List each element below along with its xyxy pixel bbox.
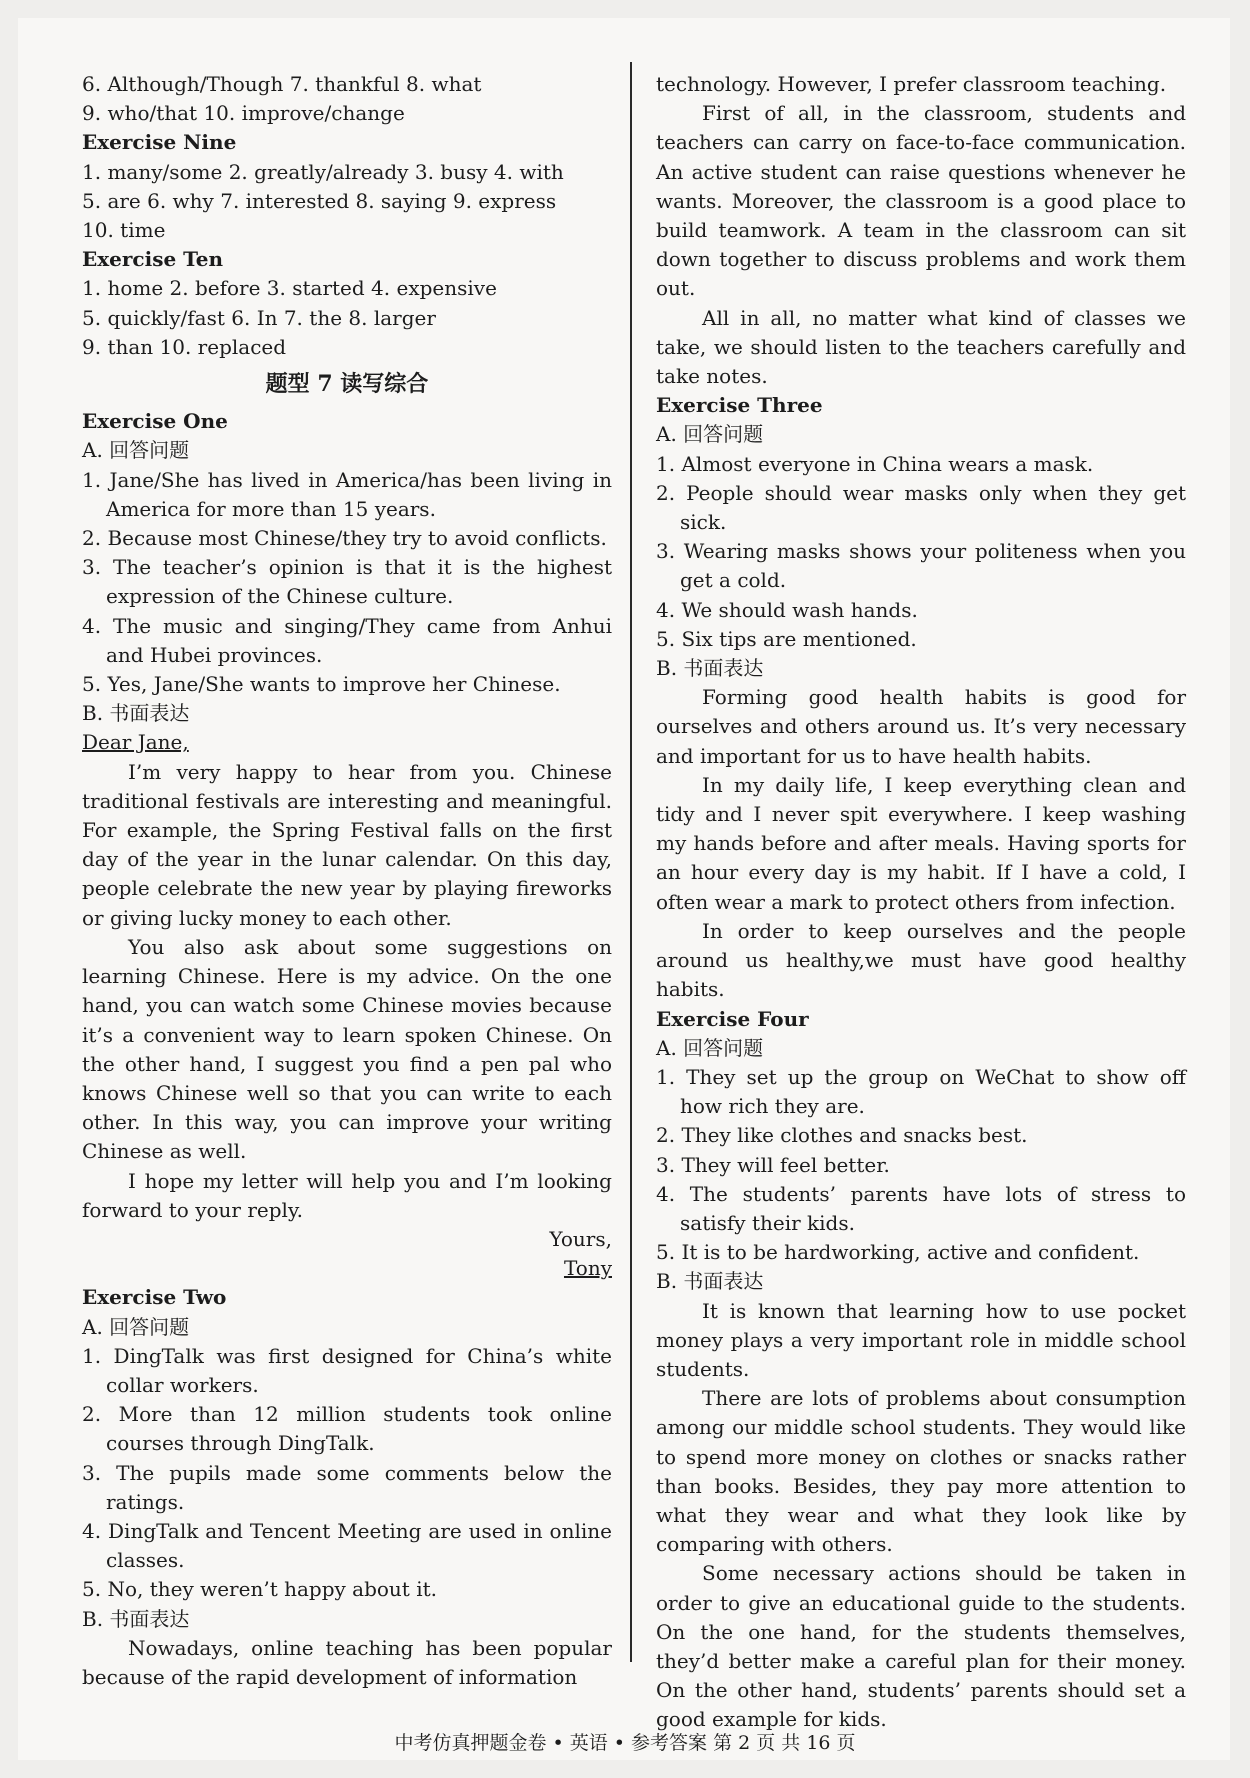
essay-paragraph: It is known that learning how to use pocket money plays a very important role in middle school students. — [656, 1298, 1186, 1381]
answer-item: 2. More than 12 million students took online courses through DingTalk. — [82, 1402, 612, 1456]
answer-item: 3. The teacher’s opinion is that it is the highest expression of the Chinese culture. — [82, 555, 612, 609]
answer-item: 1. Almost everyone in China wears a mask. — [656, 451, 1094, 476]
exercise-four-title: Exercise Four — [656, 1006, 809, 1031]
answer-line: 6. Although/Though 7. thankful 8. what — [82, 72, 482, 96]
essay-paragraph: In order to keep ourselves and the people around us healthy,we must have good healthy habits. — [656, 918, 1186, 1002]
letter-paragraph: I’m very happy to hear from you. Chinese traditional festivals are interesting and meaningful. For example, the Spring Festival falls on the first day of the year in the lunar calendar. On this day, people celebrate the new year by playing fireworks or giving lucky money to each other. — [82, 759, 612, 930]
answer-item: 2. People should wear masks only when they get sick. — [656, 480, 1186, 535]
essay-paragraph: Forming good health habits is good for ourselves and others around us. It’s very necessary and important for us to have health habits. — [656, 685, 1186, 768]
subsection-b: B. 书面表达 — [656, 656, 764, 681]
answer-line: 1. home 2. before 3. started 4. expensive — [82, 276, 497, 301]
answer-item: 2. They like clothes and snacks best. — [656, 1123, 1028, 1148]
essay-paragraph: There are lots of problems about consumption among our middle school students. They would like to spend more money on clothes or snacks rather than books. Besides, they pay more attention to what they wear and what they look like by comparing with others. — [656, 1386, 1186, 1557]
essay-paragraph: In my daily life, I keep everything clean and tidy and I never spit everywhere. I keep washing my hands before and after meals. Having sports for an hour every day is my habit. If I have a cold, I often wear a mark to protect others from infection. — [656, 772, 1186, 914]
answer-item: 5. Six tips are mentioned. — [656, 626, 917, 651]
letter-paragraph: You also ask about some suggestions on learning Chinese. Here is my advice. On the one hand, you can watch some Chinese movies because it’s a convenient way to learn spoken Chinese. On the other hand, I suggest you find a pen pal who knows Chinese well so that you can write to each other. In this way, you can improve your writing Chinese as well. — [82, 934, 612, 1164]
subsection-a: A. 回答问题 — [82, 438, 190, 463]
section-title: 题型 7 读写综合 — [265, 371, 429, 398]
answer-item: 1. DingTalk was first designed for China’s white collar workers. — [82, 1343, 612, 1397]
column-divider — [630, 62, 632, 1662]
left-column — [82, 70, 612, 1692]
answer-line: 5. are 6. why 7. interested 8. saying 9. express — [82, 188, 557, 213]
answer-item: 3. The pupils made some comments below the ratings. — [82, 1460, 612, 1514]
answer-item: 2. Because most Chinese/they try to avoid conflicts. — [82, 526, 607, 551]
answer-item: 4. The students’ parents have lots of stress to satisfy their kids. — [656, 1181, 1186, 1235]
answer-item: 1. They set up the group on WeChat to show off how rich they are. — [656, 1064, 1186, 1119]
letter-signature: Tony — [563, 1256, 612, 1281]
answer-item: 1. Jane/She has lived in America/has been living in America for more than 15 years. — [82, 467, 612, 521]
answer-line: 5. quickly/fast 6. In 7. the 8. larger — [82, 305, 436, 330]
exercise-three-title: Exercise Three — [656, 393, 823, 418]
answer-line: 9. who/that 10. improve/change — [82, 101, 405, 126]
answer-item: 5. Yes, Jane/She wants to improve her Chinese. — [82, 672, 561, 697]
exercise-ten-title: Exercise Ten — [82, 247, 224, 272]
subsection-b: B. 书面表达 — [656, 1269, 764, 1294]
answer-line: 10. time — [82, 218, 166, 243]
subsection-a: A. 回答问题 — [82, 1314, 190, 1339]
answer-item: 4. DingTalk and Tencent Meeting are used in online classes. — [82, 1518, 612, 1573]
exercise-two-title: Exercise Two — [82, 1285, 227, 1310]
answer-item: 3. They will feel better. — [656, 1152, 890, 1177]
answer-line: 9. than 10. replaced — [82, 334, 287, 359]
answer-item: 4. The music and singing/They came from Anhui and Hubei provinces. — [82, 613, 612, 667]
exercise-one-title: Exercise One — [82, 409, 228, 434]
subsection-b: B. 书面表达 — [82, 1606, 190, 1631]
answer-item: 5. No, they weren’t happy about it. — [82, 1577, 437, 1602]
answer-line: 1. many/some 2. greatly/already 3. busy 4. with — [82, 159, 564, 184]
answer-item: 4. We should wash hands. — [656, 597, 918, 622]
letter-paragraph: I hope my letter will help you and I’m looking forward to your reply. — [82, 1168, 612, 1222]
page-footer: 中考仿真押题金卷 • 英语 • 参考答案 第 2 页 共 16 页 — [394, 1732, 856, 1754]
exercise-nine-title: Exercise Nine — [82, 130, 237, 155]
letter-greeting: Dear Jane, — [82, 730, 189, 755]
letter-closing: Yours, — [549, 1226, 612, 1251]
essay-paragraph: Nowadays, online teaching has been popular because of the rapid development of information — [82, 1635, 612, 1689]
essay-paragraph: All in all, no matter what kind of classes we take, we should listen to the teachers carefully and take notes. — [656, 305, 1186, 389]
answer-item: 3. Wearing masks shows your politeness when you get a cold. — [656, 539, 1186, 593]
answer-item: 5. It is to be hardworking, active and confident. — [656, 1240, 1140, 1265]
essay-paragraph: First of all, in the classroom, students and teachers can carry on face-to-face communication. An active student can raise questions whenever he wants. Moreover, the classroom is a good place to build teamwork. A team in the classroom can sit down together to discuss problems and work them out. — [656, 101, 1186, 301]
subsection-b: B. 书面表达 — [82, 701, 190, 726]
subsection-a: A. 回答问题 — [656, 422, 764, 447]
right-column — [656, 70, 1186, 1735]
essay-paragraph: Some necessary actions should be taken in order to give an educational guide to the students. On the one hand, for the students themselves, they’d better make a careful plan for their money. On the other hand, students’ parents should set a good example for kids. — [656, 1561, 1186, 1732]
subsection-a: A. 回答问题 — [656, 1035, 764, 1060]
essay-continuation: technology. However, I prefer classroom teaching. — [656, 72, 1167, 96]
